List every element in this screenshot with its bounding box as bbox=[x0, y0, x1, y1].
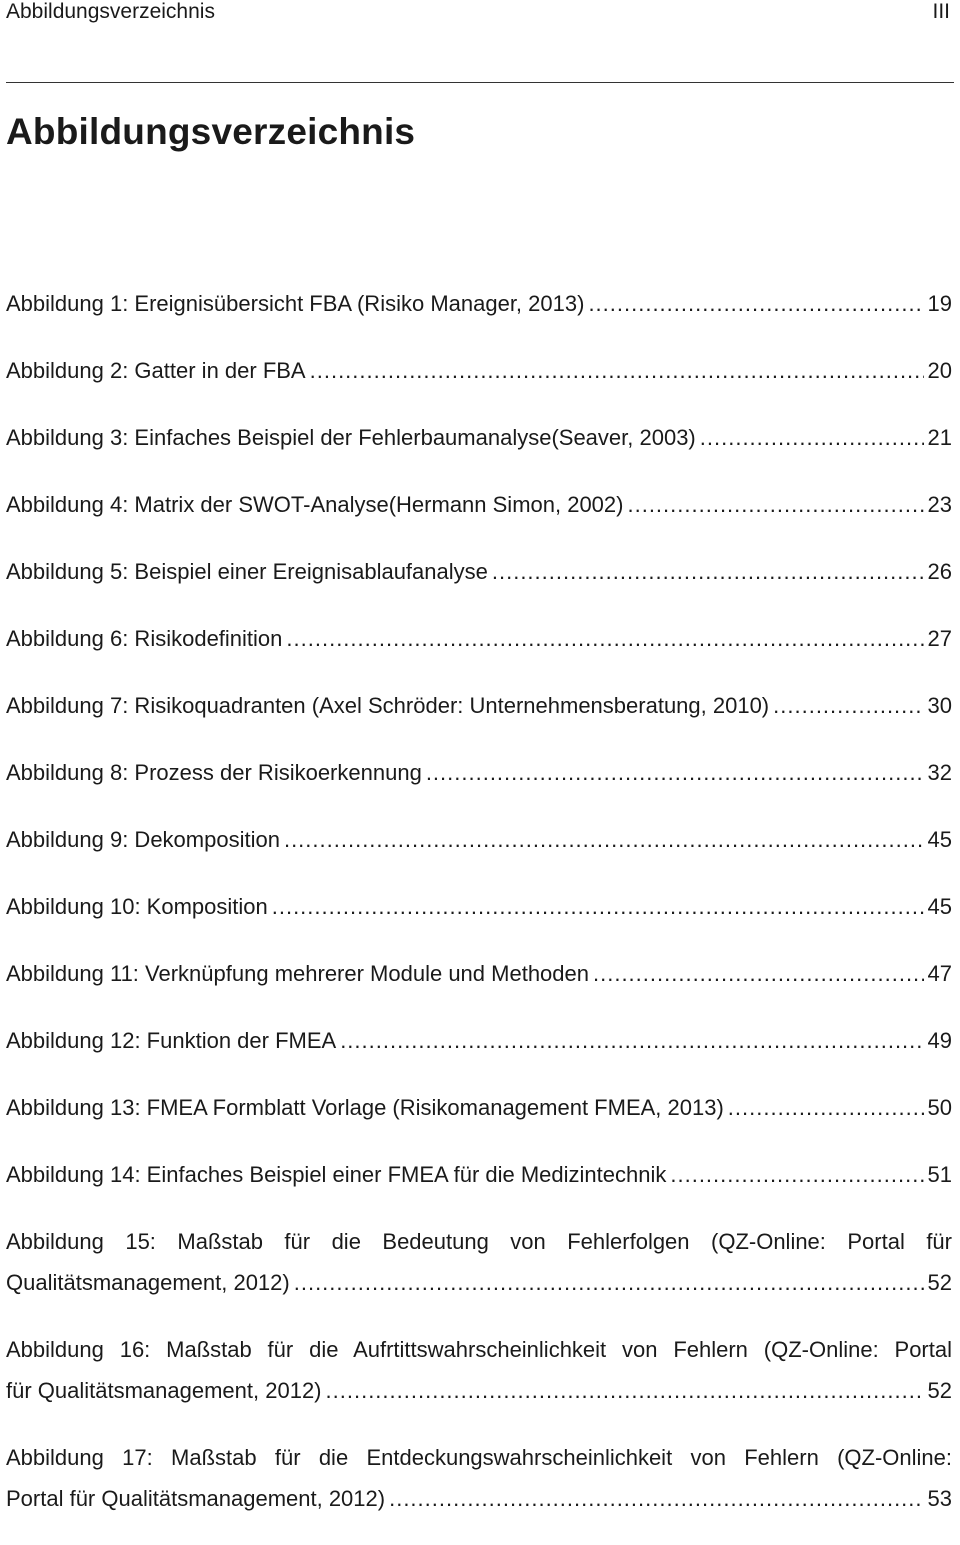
dot-leader bbox=[627, 484, 923, 525]
dot-leader bbox=[310, 350, 924, 391]
entry-page-number: 50 bbox=[927, 1095, 952, 1120]
entry-label: Abbildung 12: Funktion der FMEA bbox=[6, 1028, 337, 1053]
figure-list bbox=[6, 283, 952, 1545]
list-item[interactable] bbox=[6, 1437, 952, 1519]
list-item[interactable] bbox=[6, 1221, 952, 1303]
list-item[interactable] bbox=[6, 417, 952, 458]
entry-page-number: 47 bbox=[927, 961, 952, 986]
running-header bbox=[6, 0, 952, 24]
entry-page-number: 45 bbox=[927, 894, 952, 919]
entry-label: Abbildung 4: Matrix der SWOT-Analyse(Hermann Simon, 2002) bbox=[6, 492, 624, 517]
dot-leader bbox=[426, 752, 924, 793]
entry-page-number: 21 bbox=[927, 425, 952, 450]
entry-page-number: 51 bbox=[927, 1162, 952, 1187]
entry-label: Abbildung 9: Dekomposition bbox=[6, 827, 280, 852]
dot-leader bbox=[492, 551, 924, 592]
list-item[interactable] bbox=[6, 752, 952, 793]
entry-page-number: 45 bbox=[927, 827, 952, 852]
page-number-roman: III bbox=[932, 0, 950, 23]
list-item[interactable] bbox=[6, 283, 952, 324]
entry-label-line1: Abbildung 16: Maßstab für die Aufrtittswahrscheinlichkeit von Fehlern (QZ-Online: Portal bbox=[6, 1337, 952, 1362]
header-divider bbox=[6, 82, 954, 83]
dot-leader bbox=[294, 1262, 924, 1303]
list-item[interactable] bbox=[6, 350, 952, 391]
entry-page-number: 32 bbox=[927, 760, 952, 785]
dot-leader bbox=[670, 1154, 923, 1195]
list-item[interactable] bbox=[6, 1020, 952, 1061]
entry-page-number: 52 bbox=[927, 1378, 952, 1403]
dot-leader bbox=[593, 953, 924, 994]
list-item[interactable] bbox=[6, 685, 952, 726]
entry-label: Abbildung 3: Einfaches Beispiel der Fehlerbaumanalyse(Seaver, 2003) bbox=[6, 425, 696, 450]
entry-label: Abbildung 7: Risikoquadranten (Axel Schröder: Unternehmensberatung, 2010) bbox=[6, 693, 770, 718]
list-item[interactable] bbox=[6, 886, 952, 927]
dot-leader bbox=[728, 1087, 924, 1128]
dot-leader bbox=[326, 1370, 924, 1411]
dot-leader bbox=[700, 417, 924, 458]
entry-label: Abbildung 13: FMEA Formblatt Vorlage (Risikomanagement FMEA, 2013) bbox=[6, 1095, 724, 1120]
entry-label: Abbildung 6: Risikodefinition bbox=[6, 626, 283, 651]
entry-label-line1: Abbildung 17: Maßstab für die Entdeckungswahrscheinlichkeit von Fehlern (QZ-Online: bbox=[6, 1445, 952, 1470]
list-item[interactable] bbox=[6, 484, 952, 525]
dot-leader bbox=[773, 685, 923, 726]
entry-label: Abbildung 1: Ereignisübersicht FBA (Risiko Manager, 2013) bbox=[6, 291, 585, 316]
entry-page-number: 52 bbox=[927, 1270, 952, 1295]
list-item[interactable] bbox=[6, 551, 952, 592]
entry-label: Abbildung 2: Gatter in der FBA bbox=[6, 358, 306, 383]
dot-leader bbox=[284, 819, 924, 860]
entry-page-number: 53 bbox=[927, 1486, 952, 1511]
running-header-title: Abbildungsverzeichnis bbox=[6, 0, 215, 23]
entry-page-number: 20 bbox=[927, 358, 952, 383]
list-item[interactable] bbox=[6, 1087, 952, 1128]
entry-label: Abbildung 5: Beispiel einer Ereignisablaufanalyse bbox=[6, 559, 488, 584]
entry-page-number: 19 bbox=[927, 291, 952, 316]
entry-label: Abbildung 8: Prozess der Risikoerkennung bbox=[6, 760, 422, 785]
entry-page-number: 49 bbox=[927, 1028, 952, 1053]
dot-leader bbox=[286, 618, 923, 659]
entry-label: Abbildung 14: Einfaches Beispiel einer FMEA für die Medizintechnik bbox=[6, 1162, 667, 1187]
entry-page-number: 27 bbox=[927, 626, 952, 651]
list-item[interactable] bbox=[6, 1154, 952, 1195]
entry-page-number: 23 bbox=[927, 492, 952, 517]
entry-page-number: 26 bbox=[927, 559, 952, 584]
entry-label-line2: Qualitätsmanagement, 2012) bbox=[6, 1270, 290, 1295]
entry-label-line2: für Qualitätsmanagement, 2012) bbox=[6, 1378, 322, 1403]
entry-page-number: 30 bbox=[927, 693, 952, 718]
page-title: Abbildungsverzeichnis bbox=[6, 111, 416, 152]
list-item[interactable] bbox=[6, 819, 952, 860]
entry-label: Abbildung 11: Verknüpfung mehrerer Module und Methoden bbox=[6, 961, 589, 986]
dot-leader bbox=[389, 1478, 923, 1519]
entry-label-line2: Portal für Qualitätsmanagement, 2012) bbox=[6, 1486, 386, 1511]
entry-label-line1: Abbildung 15: Maßstab für die Bedeutung von Fehlerfolgen (QZ-Online: Portal für bbox=[6, 1229, 952, 1254]
dot-leader bbox=[272, 886, 924, 927]
dot-leader bbox=[588, 283, 923, 324]
entry-label: Abbildung 10: Komposition bbox=[6, 894, 268, 919]
list-item[interactable] bbox=[6, 1329, 952, 1411]
dot-leader bbox=[340, 1020, 923, 1061]
list-item[interactable] bbox=[6, 953, 952, 994]
list-item[interactable] bbox=[6, 618, 952, 659]
